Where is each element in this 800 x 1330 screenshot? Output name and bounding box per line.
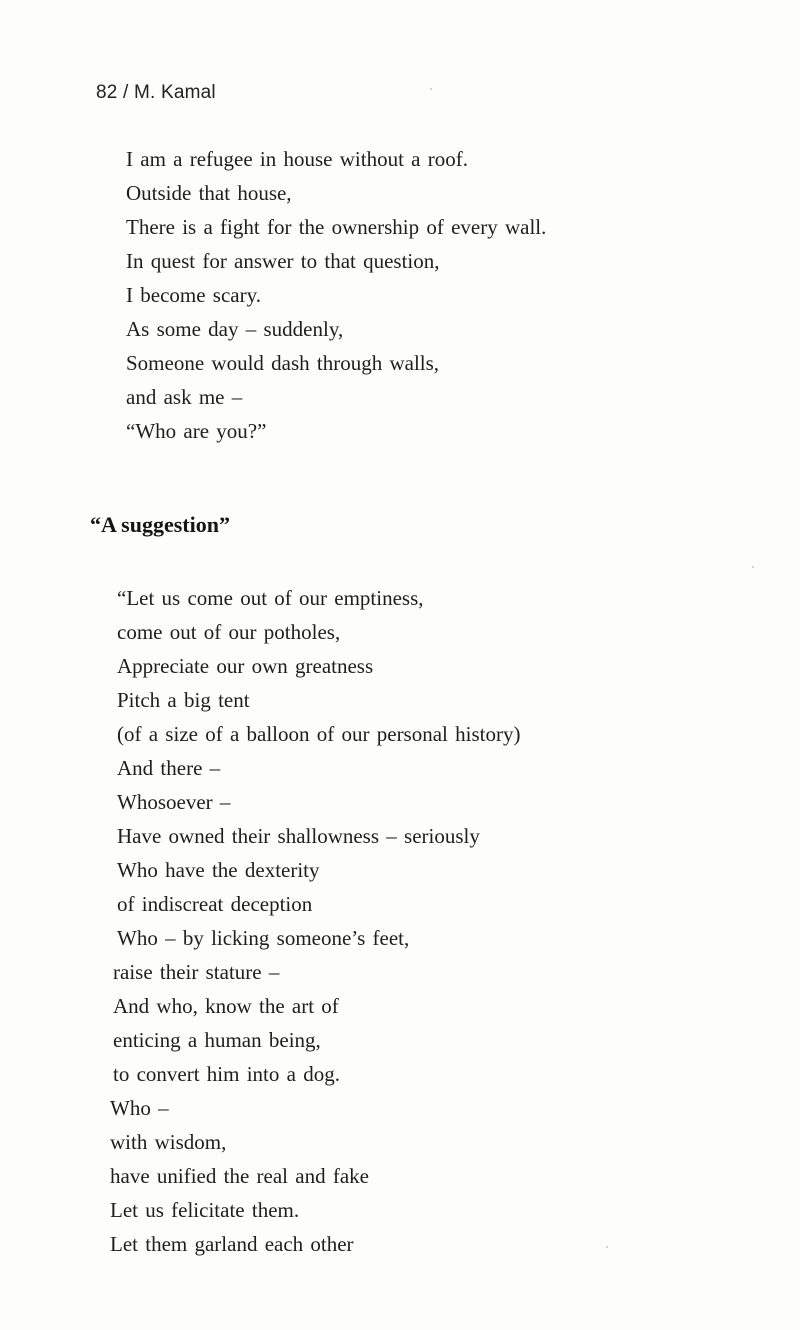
poem-line: come out of our potholes, <box>117 620 341 644</box>
poem-line: In quest for answer to that question, <box>126 249 440 273</box>
poem-line: with wisdom, <box>110 1130 227 1154</box>
poem-line: Whosoever – <box>117 790 231 814</box>
paper-speck <box>430 88 432 90</box>
poem-line: I am a refugee in house without a roof. <box>126 147 468 171</box>
poem-line: There is a fight for the ownership of every wall. <box>126 215 547 239</box>
paper-speck <box>752 566 754 568</box>
poem-line: Pitch a big tent <box>117 688 250 712</box>
poem-line: Let them garland each other <box>110 1232 354 1256</box>
poem-line: I become scary. <box>126 283 261 307</box>
poem-line: As some day – suddenly, <box>126 317 344 341</box>
poem-title: “A suggestion” <box>90 512 230 537</box>
poem-line: Someone would dash through walls, <box>126 351 440 375</box>
poem-line: enticing a human being, <box>113 1028 321 1052</box>
running-header: 82 / M. Kamal <box>96 82 216 103</box>
poem-line: raise their stature – <box>113 960 280 984</box>
poem-line: of indiscreat deception <box>117 892 313 916</box>
poem-line: “Let us come out of our emptiness, <box>117 586 424 610</box>
poem-line: Who have the dexterity <box>117 858 320 882</box>
poem-line: and ask me – <box>126 385 243 409</box>
poem-line: Outside that house, <box>126 181 292 205</box>
poem-line: Who – by licking someone’s feet, <box>117 926 410 950</box>
poem-line: Who – <box>110 1096 169 1120</box>
poem-line: (of a size of a balloon of our personal history) <box>117 722 521 746</box>
poem-line: “Who are you?” <box>126 419 267 443</box>
poem-line: And who, know the art of <box>113 994 339 1018</box>
poem-line: Appreciate our own greatness <box>117 654 374 678</box>
poem-one <box>126 142 546 448</box>
paper-speck <box>606 1246 608 1248</box>
poem-two <box>110 581 521 1261</box>
poem-line: have unified the real and fake <box>110 1164 369 1188</box>
poem-line: to convert him into a dog. <box>113 1062 340 1086</box>
poem-line: Let us felicitate them. <box>110 1198 300 1222</box>
poem-line: And there – <box>117 756 221 780</box>
poem-line: Have owned their shallowness – seriously <box>117 824 480 848</box>
